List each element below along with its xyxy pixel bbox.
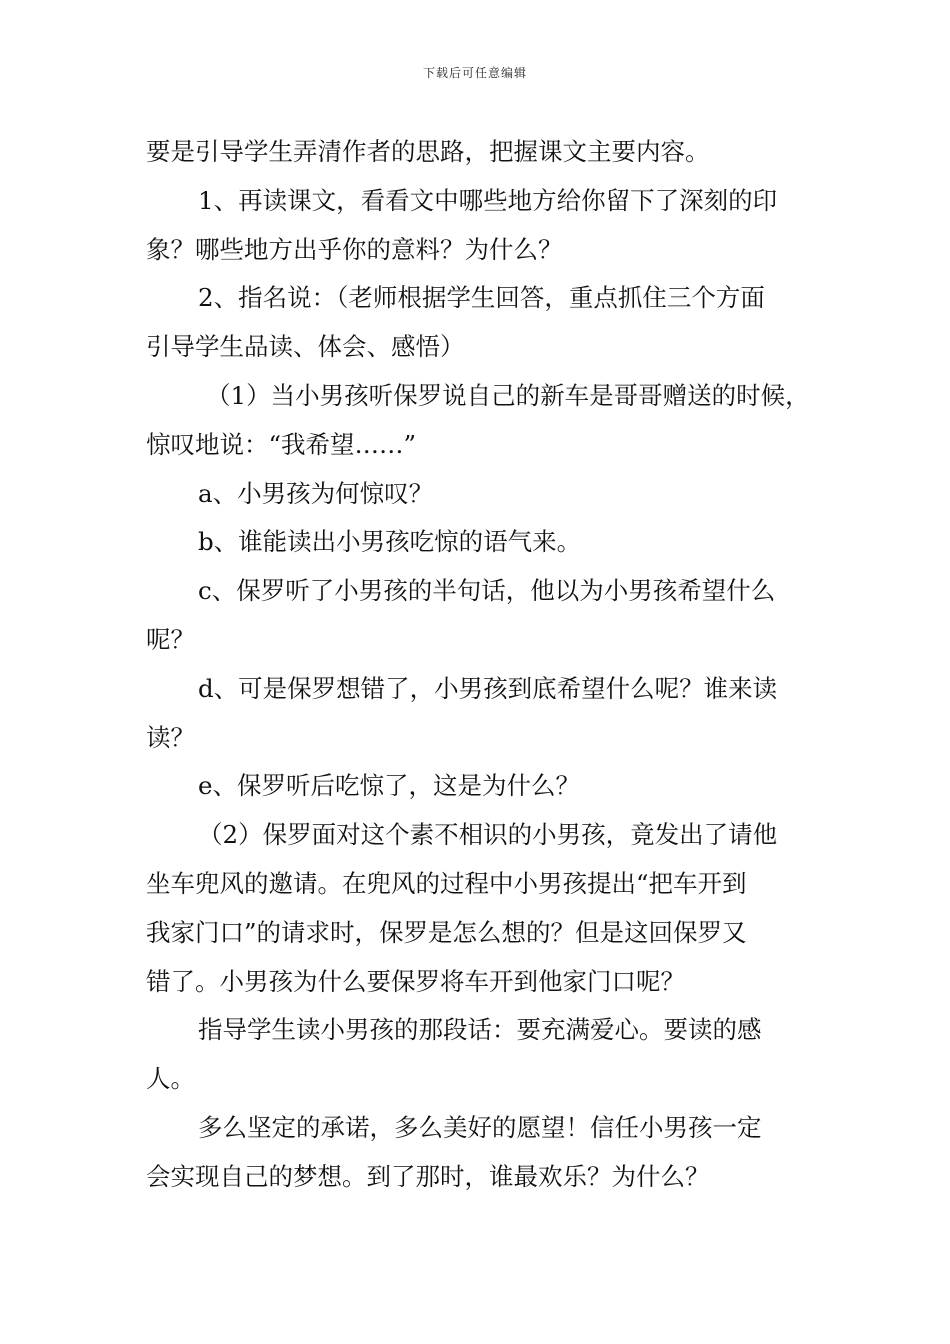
text-line: 坐车兜风的邀请。在兜风的过程中小男孩提出“把车开到 [146,868,747,898]
text-line: d、可是保罗想错了，小男孩到底希望什么呢？谁来读 [198,673,778,703]
text-line: 象？哪些地方出乎你的意料？为什么？ [146,234,563,264]
text-line: 2、指名说：（老师根据学生回答，重点抓住三个方面 [198,283,765,313]
text-line: 人。 [146,1064,195,1094]
text-line: 要是引导学生弄清作者的思路，把握课文主要内容。 [146,137,710,166]
text-line: （1）当小男孩听保罗说自己的新车是哥哥赠送的时候， [206,380,810,410]
text-line: 1、再读课文，看看文中哪些地方给你留下了深刻的印 [198,185,778,215]
text-line: a、小男孩为何惊叹？ [198,478,434,508]
text-line: 呢？ [146,624,195,654]
page-header: 下载后可任意编辑 [422,66,527,80]
text-line: 会实现自己的梦想。到了那时，谁最欢乐？为什么？ [146,1161,710,1191]
text-line: 我家门口”的请求时，保罗是怎么想的？但是这回保罗又 [146,917,747,947]
text-line: 读？ [146,722,195,752]
text-line: 多么坚定的承诺，多么美好的愿望！信任小男孩一定 [198,1112,762,1142]
text-line: b、谁能读出小男孩吃惊的语气来。 [198,527,582,557]
text-line: e、保罗听后吃惊了，这是为什么？ [198,771,580,801]
text-line: 错了。小男孩为什么要保罗将车开到他家门口呢？ [146,966,685,996]
text-line: 惊叹地说：“我希望……” [146,429,417,459]
text-line: 引导学生品读、体会、感悟） [146,332,465,362]
document-body [146,128,814,1202]
text-line: c、保罗听了小男孩的半句话，他以为小男孩希望什么 [198,576,776,606]
text-line: 指导学生读小男孩的那段话：要充满爱心。要读的感 [198,1015,762,1045]
text-line: （2）保罗面对这个素不相识的小男孩，竟发出了请他 [198,820,778,850]
